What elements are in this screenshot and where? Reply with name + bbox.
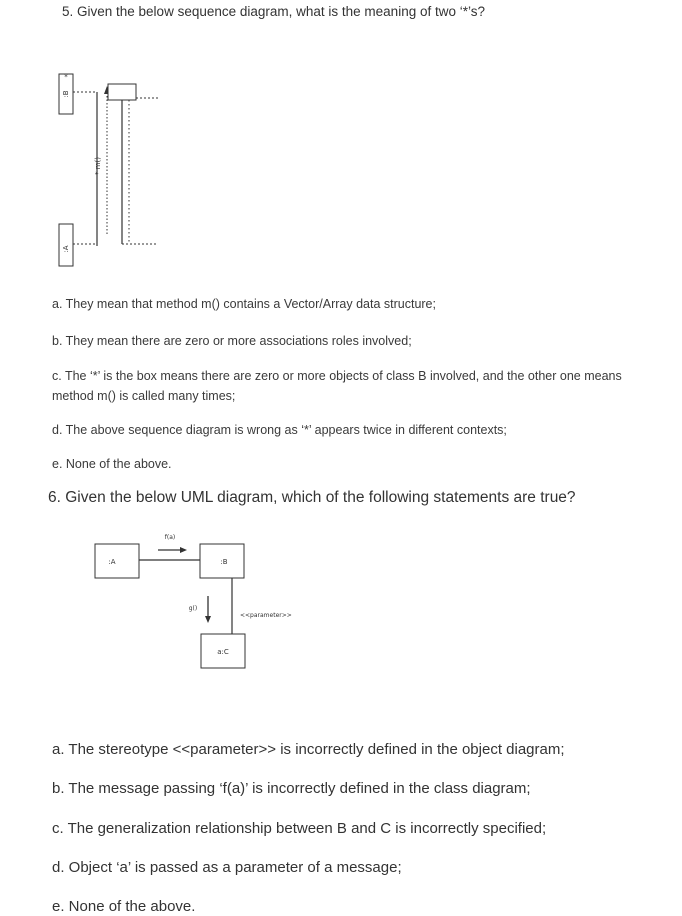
object-b-multiplicity: * xyxy=(64,73,68,81)
object-a-label: :A xyxy=(62,245,70,253)
message-f-label: f(a) xyxy=(164,534,176,541)
object-c-label: a:C xyxy=(217,648,229,656)
sequence-diagram xyxy=(50,64,170,274)
object-b-label: :B xyxy=(220,558,228,566)
q6-option-c: c. The generalization relationship between B and C is incorrectly specified; xyxy=(52,820,547,837)
q6-option-e: e. None of the above. xyxy=(52,898,196,915)
question-5-title: 5. Given the below sequence diagram, what is the meaning of two ‘*’s? xyxy=(62,4,485,19)
question-6-title: 6. Given the below UML diagram, which of the following statements are true? xyxy=(48,489,576,506)
stereotype-label: <<parameter>> xyxy=(240,612,292,619)
q5-option-a: a. They mean that method m() contains a Vector/Array data structure; xyxy=(52,297,436,311)
object-a-label: :A xyxy=(108,558,116,566)
q5-option-b: b. They mean there are zero or more associations roles involved; xyxy=(52,334,412,348)
message-label: * m() xyxy=(94,156,102,176)
q5-option-c-line2: method m() is called many times; xyxy=(52,389,236,403)
q5-option-e: e. None of the above. xyxy=(52,457,172,471)
object-a-box xyxy=(59,224,73,266)
activation-b xyxy=(108,84,136,100)
q6-option-d: d. Object ‘a’ is passed as a parameter of a message; xyxy=(52,859,402,876)
q6-option-b: b. The message passing ‘f(a)’ is incorrectly defined in the class diagram; xyxy=(52,780,531,797)
collaboration-diagram xyxy=(90,528,330,678)
message-g-arrowhead xyxy=(205,616,211,623)
q6-option-a: a. The stereotype <<parameter>> is incorrectly defined in the object diagram; xyxy=(52,741,565,758)
q5-option-c-line1: c. The ‘*’ is the box means there are zero or more objects of class B involved, and the other one means xyxy=(52,369,622,383)
object-b-label: :B xyxy=(62,90,70,98)
object-a-box xyxy=(95,544,139,578)
message-f-arrowhead xyxy=(180,547,187,553)
message-g-label: g() xyxy=(188,605,198,612)
q5-option-d: d. The above sequence diagram is wrong as ‘*’ appears twice in different contexts; xyxy=(52,423,507,437)
